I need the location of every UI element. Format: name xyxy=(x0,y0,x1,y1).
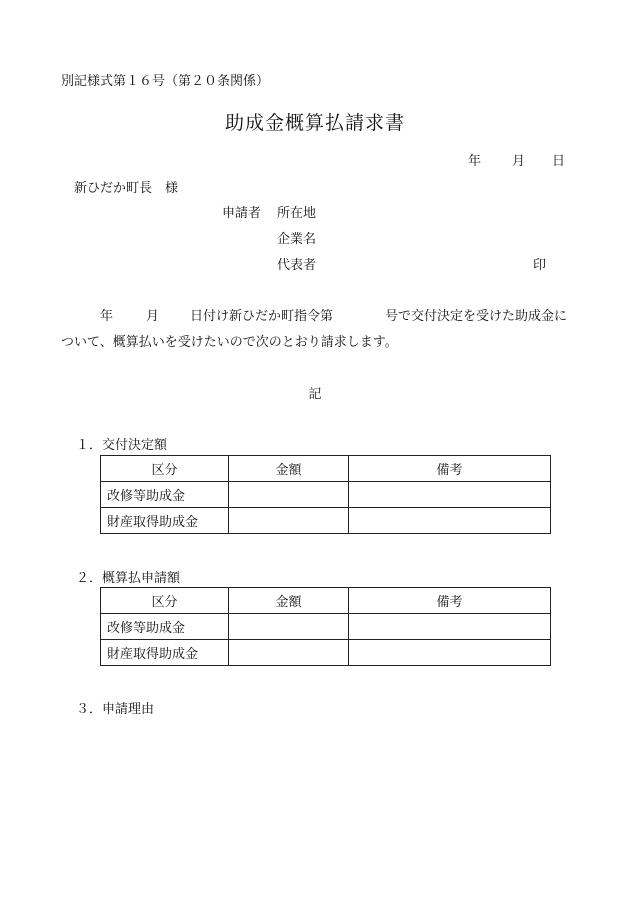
seal-mark: 印 xyxy=(533,258,547,273)
amount-cell[interactable] xyxy=(229,614,349,640)
column-header-remarks: 備考 xyxy=(349,456,551,482)
grant-decision-table xyxy=(100,455,551,534)
row-category-cell: 財産取得助成金 xyxy=(101,640,229,666)
row-category-cell: 改修等助成金 xyxy=(101,482,229,508)
remarks-cell[interactable] xyxy=(349,508,551,534)
body-text-part-1: 日付け新ひだか町指令第 xyxy=(190,309,334,324)
table-row xyxy=(101,508,551,534)
advance-request-table xyxy=(100,587,551,666)
date-month-label: 月 xyxy=(512,154,526,169)
body-year-label: 年 xyxy=(100,309,114,324)
section-heading-advance-request: ２．概算払申請額 xyxy=(76,571,181,586)
table-row xyxy=(101,640,551,666)
amount-cell[interactable] xyxy=(229,482,349,508)
row-category-cell: 財産取得助成金 xyxy=(101,508,229,534)
date-line xyxy=(468,150,565,169)
address-label: 所在地 xyxy=(277,206,317,221)
section-heading-grant-decision: １．交付決定額 xyxy=(76,438,168,453)
body-text-part-2: 号で交付決定を受けた助成金に xyxy=(385,309,568,324)
column-header-category: 区分 xyxy=(101,456,229,482)
column-header-category: 区分 xyxy=(101,588,229,614)
remarks-cell[interactable] xyxy=(349,640,551,666)
section-heading-reason: ３．申請理由 xyxy=(76,702,155,717)
table-row xyxy=(101,614,551,640)
applicant-label: 申請者 xyxy=(222,206,262,221)
addressee: 新ひだか町長 様 xyxy=(74,181,179,196)
date-year-label: 年 xyxy=(468,154,482,169)
body-text-line-1 xyxy=(100,305,567,324)
form-number: 別記様式第１６号（第２０条関係） xyxy=(61,74,270,89)
column-header-remarks: 備考 xyxy=(349,588,551,614)
remarks-cell[interactable] xyxy=(349,614,551,640)
company-name-label: 企業名 xyxy=(277,232,317,247)
representative-label: 代表者 xyxy=(277,258,317,273)
row-category-cell: 改修等助成金 xyxy=(101,614,229,640)
document-title: 助成金概算払請求書 xyxy=(224,112,405,134)
body-text-line-2: ついて、概算払いを受けたいので次のとおり請求します。 xyxy=(61,335,398,350)
remarks-cell[interactable] xyxy=(349,482,551,508)
ki-heading: 記 xyxy=(308,387,322,402)
date-day-label: 日 xyxy=(552,154,566,169)
amount-cell[interactable] xyxy=(229,640,349,666)
column-header-amount: 金額 xyxy=(229,456,349,482)
amount-cell[interactable] xyxy=(229,508,349,534)
body-month-label: 月 xyxy=(146,309,160,324)
column-header-amount: 金額 xyxy=(229,588,349,614)
table-row xyxy=(101,482,551,508)
table-header-row xyxy=(101,588,551,614)
table-header-row xyxy=(101,456,551,482)
